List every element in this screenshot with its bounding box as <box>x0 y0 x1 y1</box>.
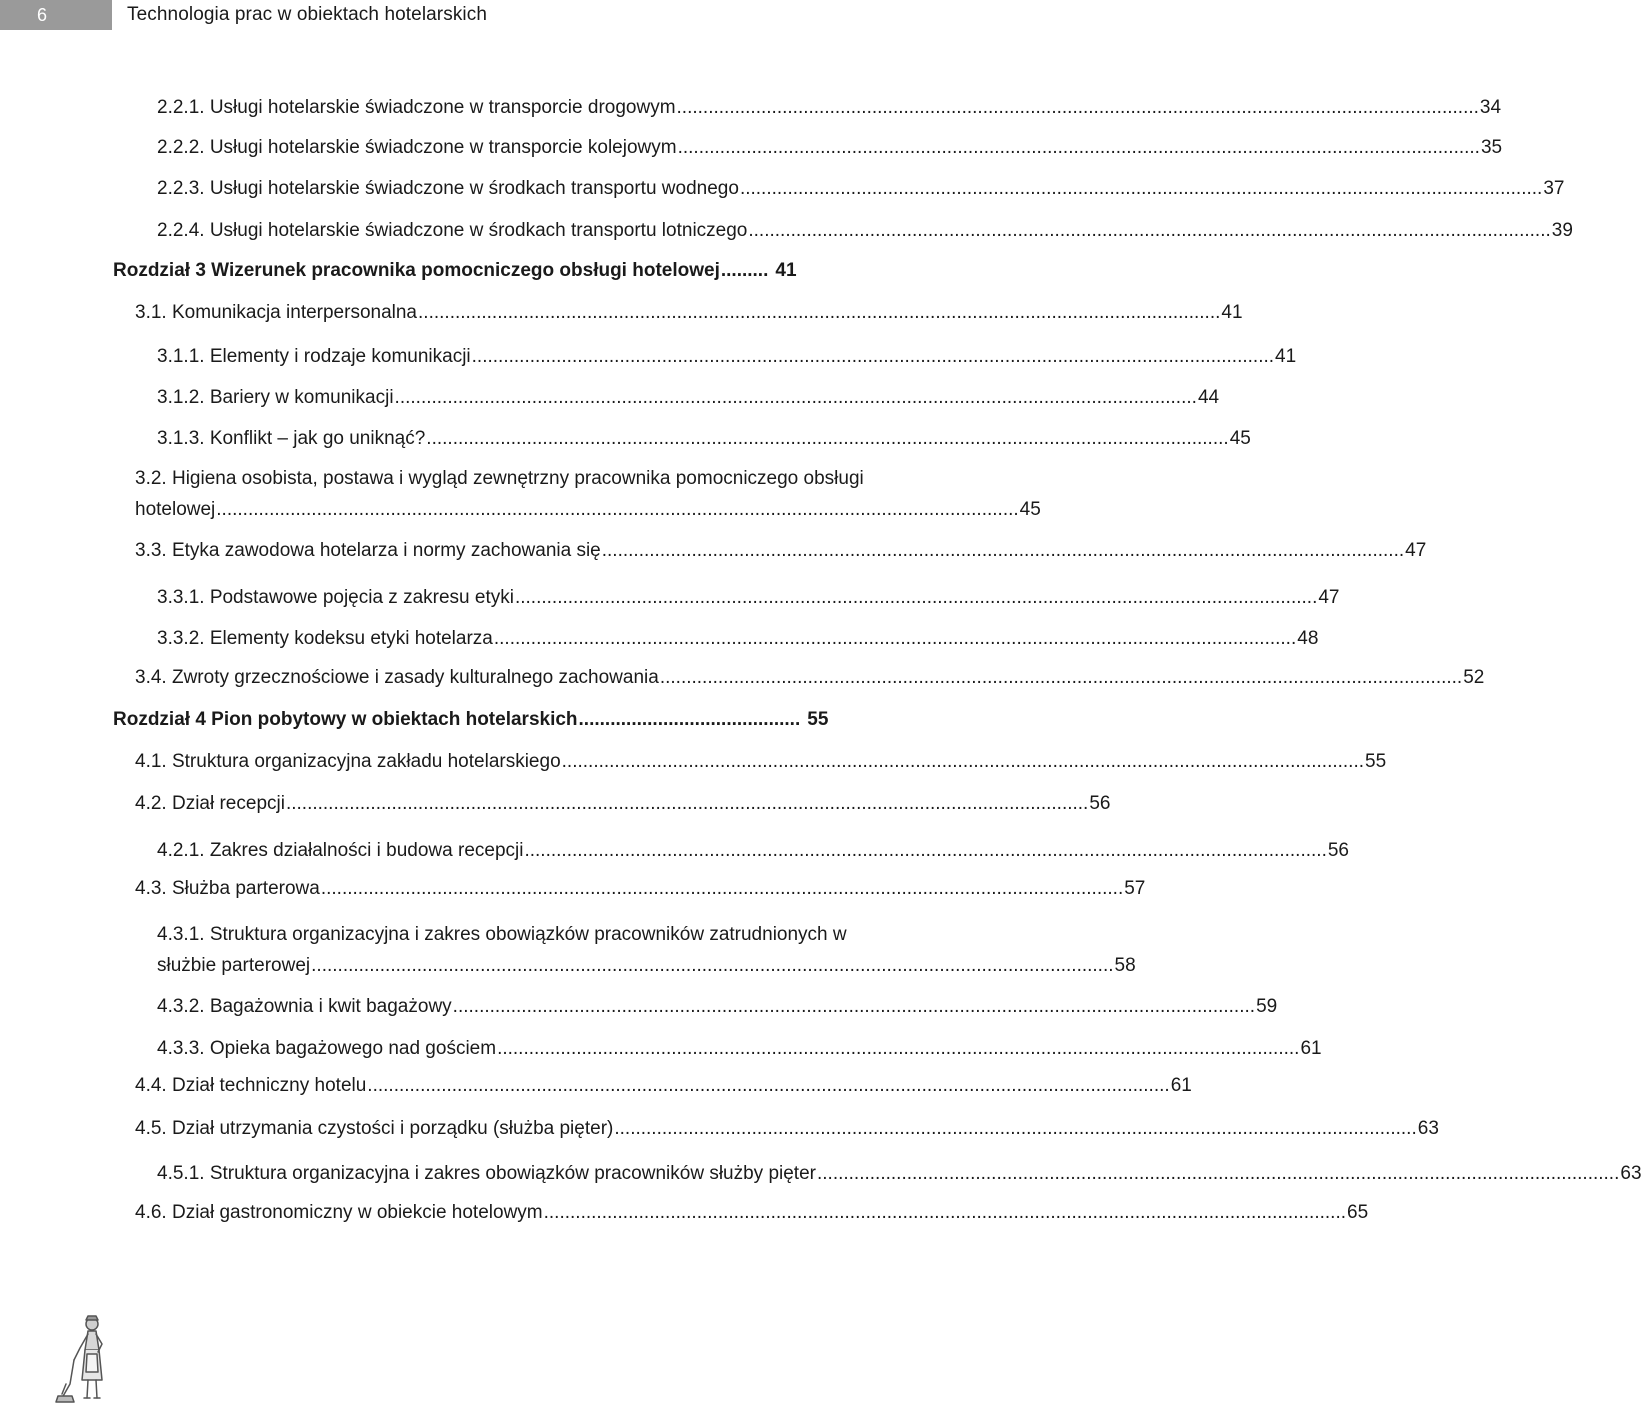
toc-entry[interactable] <box>157 173 1565 205</box>
dot-leader: ........................................................................................................................................................ <box>216 499 1019 520</box>
dot-leader: ........................................................................................................................................................ <box>659 667 1463 688</box>
toc-entry-page: 56 <box>1089 793 1111 814</box>
housekeeper-vacuum-icon <box>52 1314 132 1406</box>
toc-entry-line1: 3.2. Higiena osobista, postawa i wygląd zewnętrzny pracownika pomocniczego obsługi <box>135 468 864 489</box>
toc-entry-label: 3.4. Zwroty grzecznościowe i zasady kulturalnego zachowania <box>135 667 659 688</box>
toc-entry-line1: 4.3.1. Struktura organizacyjna i zakres obowiązków pracowników zatrudnionych w <box>157 924 847 945</box>
toc-entry-page: 59 <box>1256 996 1278 1017</box>
housekeeper-illustration <box>52 1314 132 1411</box>
toc-entry-page: 55 <box>1365 751 1387 772</box>
toc-entry-page: 52 <box>1463 667 1485 688</box>
toc-entry-label: 2.2.2. Usługi hotelarskie świadczone w transporcie kolejowym <box>157 137 677 158</box>
toc-entry-page: 65 <box>1347 1202 1369 1223</box>
toc-entry[interactable] <box>135 1070 1192 1102</box>
running-title: Technologia prac w obiektach hotelarskich <box>127 4 488 25</box>
toc-entry[interactable] <box>157 423 1251 455</box>
dot-leader: .......................................... <box>578 709 801 730</box>
dot-leader: ........................................................................................................................................................ <box>676 97 1479 118</box>
toc-entry-label: 4.3.3. Opieka bagażowego nad gościem <box>157 1038 497 1059</box>
toc-entry[interactable] <box>157 132 1503 164</box>
toc-entry-page: 41 <box>1221 302 1243 323</box>
toc-entry[interactable] <box>135 873 1146 905</box>
toc-entry-label: hotelowej <box>135 499 216 520</box>
toc-entry-page: 37 <box>1543 178 1565 199</box>
toc-entry-label: 3.1. Komunikacja interpersonalna <box>135 302 418 323</box>
toc-entry-label: 3.1.2. Bariery w komunikacji <box>157 387 394 408</box>
toc-entry-label: Rozdział 3 Wizerunek pracownika pomocniczego obsługi hotelowej <box>113 260 720 281</box>
toc-entry-page: 39 <box>1551 220 1573 241</box>
page-header <box>0 0 960 30</box>
dot-leader: ........................................................................................................................................................ <box>285 793 1089 814</box>
toc-entry[interactable] <box>135 494 1041 526</box>
dot-leader: ........................................................................................................................................................ <box>452 996 1256 1017</box>
toc-entry[interactable] <box>157 341 1297 373</box>
dot-leader: ........................................................................................................................................................ <box>426 428 1229 449</box>
dot-leader: ........................................................................................................................................................ <box>514 587 1318 608</box>
toc-entry-page: 56 <box>1327 840 1349 861</box>
dot-leader: ......... <box>720 260 769 281</box>
dot-leader: ........................................................................................................................................................ <box>601 540 1405 561</box>
toc-entry[interactable] <box>157 623 1319 655</box>
toc-entry-page: 47 <box>1318 587 1340 608</box>
toc-entry[interactable] <box>135 746 1387 778</box>
toc-entry[interactable] <box>135 788 1111 820</box>
dot-leader: ........................................................................................................................................................ <box>320 878 1124 899</box>
toc-entry-page: 58 <box>1114 955 1136 976</box>
toc-entry-page: 48 <box>1297 628 1319 649</box>
toc-entry-label: 3.3. Etyka zawodowa hotelarza i normy zachowania się <box>135 540 601 561</box>
toc-entry[interactable] <box>157 92 1502 124</box>
toc-entry[interactable] <box>157 1158 1642 1190</box>
toc-entry[interactable] <box>157 382 1220 414</box>
toc-entry-label: 4.1. Struktura organizacyjna zakładu hotelarskiego <box>135 751 561 772</box>
toc-entry-label: 4.3. Służba parterowa <box>135 878 320 899</box>
toc-entry[interactable] <box>157 835 1349 867</box>
toc-entry[interactable] <box>157 950 1136 982</box>
toc-entry-page: 45 <box>1019 499 1041 520</box>
toc-entry-label: 4.2. Dział recepcji <box>135 793 285 814</box>
dot-leader: ........................................................................................................................................................ <box>614 1118 1417 1139</box>
toc-entry-page: 41 <box>775 260 797 281</box>
dot-leader: ........................................................................................................................................................ <box>816 1163 1620 1184</box>
toc-entry-label: 2.2.4. Usługi hotelarskie świadczone w środkach transportu lotniczego <box>157 220 748 241</box>
toc-entry-label: służbie parterowej <box>157 955 311 976</box>
toc-entry-label: 4.5.1. Struktura organizacyjna i zakres obowiązków pracowników służby pięter <box>157 1163 816 1184</box>
toc-entry-page: 61 <box>1170 1075 1192 1096</box>
dot-leader: ........................................................................................................................................................ <box>497 1038 1300 1059</box>
toc-entry-page: 61 <box>1300 1038 1322 1059</box>
toc-entry[interactable] <box>157 1033 1322 1065</box>
dot-leader: ........................................................................................................................................................ <box>367 1075 1170 1096</box>
toc-entry-label: 3.1.3. Konflikt – jak go uniknąć? <box>157 428 426 449</box>
toc-entry[interactable] <box>157 991 1278 1023</box>
toc-entry-label: 4.5. Dział utrzymania czystości i porządku (służba pięter) <box>135 1118 614 1139</box>
toc-entry-label: 3.1.1. Elementy i rodzaje komunikacji <box>157 346 471 367</box>
toc-chapter-entry[interactable] <box>113 255 956 287</box>
toc-entry-label: Rozdział 4 Pion pobytowy w obiektach hotelarskich <box>113 709 578 730</box>
toc-entry-label: 4.4. Dział techniczny hotelu <box>135 1075 367 1096</box>
toc-entry[interactable] <box>135 297 1243 329</box>
dot-leader: ........................................................................................................................................................ <box>677 137 1480 158</box>
toc-entry-label: 2.2.3. Usługi hotelarskie świadczone w środkach transportu wodnego <box>157 178 739 199</box>
toc-entry-label: 3.3.2. Elementy kodeksu etyki hotelarza <box>157 628 493 649</box>
page-number: 6 <box>0 0 112 30</box>
toc-entry[interactable] <box>135 535 1427 567</box>
toc-entry-page: 45 <box>1229 428 1251 449</box>
toc-entry-label: 3.3.1. Podstawowe pojęcia z zakresu etyki <box>157 587 514 608</box>
toc-entry[interactable] <box>157 582 1340 614</box>
dot-leader: ........................................................................................................................................................ <box>524 840 1327 861</box>
dot-leader: ........................................................................................................................................................ <box>471 346 1275 367</box>
dot-leader: ........................................................................................................................................................ <box>561 751 1365 772</box>
toc-entry-page: 63 <box>1417 1118 1439 1139</box>
toc-chapter-entry[interactable] <box>113 704 956 736</box>
toc-entry-page: 63 <box>1620 1163 1642 1184</box>
toc-entry-label: 4.3.2. Bagażownia i kwit bagażowy <box>157 996 452 1017</box>
toc-entry-page: 57 <box>1124 878 1146 899</box>
dot-leader: ........................................................................................................................................................ <box>543 1202 1347 1223</box>
toc-entry[interactable] <box>157 215 1573 247</box>
dot-leader: ........................................................................................................................................................ <box>418 302 1221 323</box>
dot-leader: ........................................................................................................................................................ <box>394 387 1197 408</box>
toc-entry[interactable] <box>135 662 1485 694</box>
dot-leader: ........................................................................................................................................................ <box>739 178 1543 199</box>
toc-entry-label: 4.2.1. Zakres działalności i budowa recepcji <box>157 840 524 861</box>
toc-entry-page: 44 <box>1197 387 1220 408</box>
toc-entry-page: 47 <box>1405 540 1427 561</box>
toc-entry-page: 35 <box>1480 137 1503 158</box>
toc-entry-page: 41 <box>1275 346 1297 367</box>
toc-entry[interactable] <box>135 1197 1369 1229</box>
toc-entry-label: 4.6. Dział gastronomiczny w obiekcie hotelowym <box>135 1202 543 1223</box>
toc-entry-page: 55 <box>807 709 829 730</box>
dot-leader: ........................................................................................................................................................ <box>311 955 1114 976</box>
toc-entry[interactable] <box>135 1113 1439 1145</box>
toc-entry-page: 34 <box>1479 97 1502 118</box>
toc-entry-label: 2.2.1. Usługi hotelarskie świadczone w transporcie drogowym <box>157 97 676 118</box>
dot-leader: ........................................................................................................................................................ <box>748 220 1551 241</box>
dot-leader: ........................................................................................................................................................ <box>493 628 1297 649</box>
